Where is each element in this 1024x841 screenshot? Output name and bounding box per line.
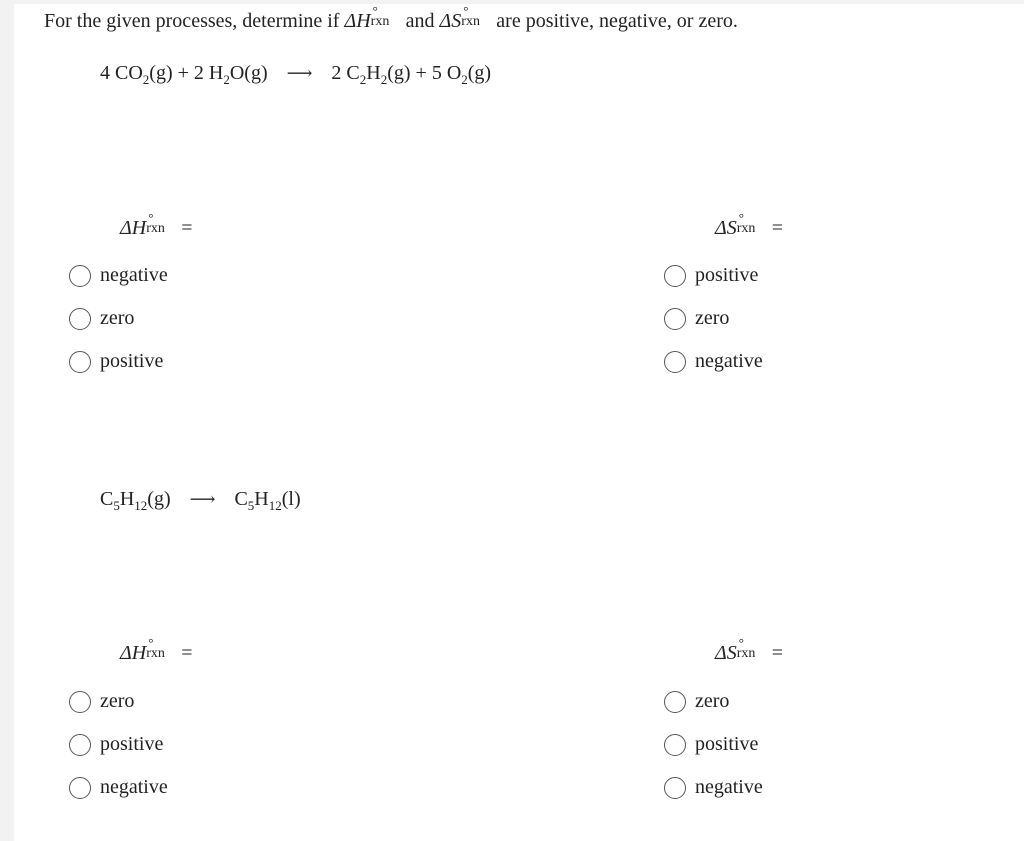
radio-button[interactable]: [69, 777, 91, 799]
radio-button[interactable]: [664, 734, 686, 756]
reaction-arrow-icon: ⟶: [286, 63, 313, 83]
prompt-degree-s: °: [463, 3, 469, 18]
p2-dh-equals: =: [181, 642, 193, 664]
p2-dh-symbol: ΔH: [120, 642, 147, 664]
p2-reactant-state: (g): [147, 488, 171, 510]
option-label: negative: [100, 776, 168, 798]
radio-button[interactable]: [664, 265, 686, 287]
p1-ds-option-negative[interactable]: [664, 350, 763, 373]
radio-button[interactable]: [664, 777, 686, 799]
radio-button[interactable]: [664, 691, 686, 713]
p2-dh-rxn: rxn: [146, 646, 165, 661]
p1-dh-option-negative[interactable]: [69, 264, 168, 287]
radio-button[interactable]: [69, 734, 91, 756]
option-label: zero: [100, 307, 135, 329]
prompt-delta-h: ΔH: [344, 10, 371, 32]
option-label: positive: [695, 264, 759, 286]
prompt-rxn-h: rxn: [370, 14, 390, 29]
p1-dh-equals: =: [181, 217, 193, 239]
prompt-rxn-s: rxn: [461, 14, 480, 29]
option-label: negative: [695, 776, 763, 798]
option-label: zero: [695, 307, 730, 329]
p1-reactant2-sub: 2: [223, 72, 230, 87]
option-label: positive: [695, 733, 759, 755]
p1-ds-rxn: rxn: [736, 221, 756, 236]
p1-reactant1: 4 CO: [100, 62, 143, 84]
p2-ds-rxn: rxn: [736, 646, 756, 661]
option-label: negative: [695, 350, 763, 372]
p1-product2-sub: 2: [461, 72, 468, 87]
p1-ds-degree: °: [738, 210, 744, 225]
p1-ds-option-zero[interactable]: [664, 307, 729, 330]
p2-reactant-sub1: 5: [113, 498, 120, 513]
p1-dh-degree: °: [148, 210, 154, 225]
p2-ds-option-positive[interactable]: [664, 733, 758, 756]
p2-dh-option-positive[interactable]: [69, 733, 163, 756]
p2-reactant-sub2: 12: [134, 498, 148, 513]
p2-delta-s-label: [715, 635, 784, 665]
p1-dh-rxn: rxn: [146, 221, 165, 236]
p2-reactant-mid: H: [119, 488, 135, 510]
prompt-tail: are positive, negative, or zero.: [496, 10, 738, 32]
option-label: positive: [100, 350, 164, 372]
p1-reactant2-state: O(g): [229, 62, 268, 84]
radio-button[interactable]: [69, 351, 91, 373]
p2-product-state: (l): [281, 488, 301, 510]
p2-ds-option-negative[interactable]: [664, 776, 763, 799]
p2-ds-degree: °: [738, 635, 744, 650]
p1-product1-sub2: 2: [380, 72, 388, 87]
process2-equation: [100, 488, 301, 514]
p1-product1-state: (g) + 5 O: [387, 62, 462, 84]
question-prompt: [44, 3, 738, 33]
option-label: zero: [100, 690, 135, 712]
p1-ds-option-positive[interactable]: [664, 264, 758, 287]
p2-product-sub2: 12: [268, 498, 282, 513]
radio-button[interactable]: [664, 351, 686, 373]
option-label: negative: [100, 264, 168, 286]
p1-dh-option-zero[interactable]: [69, 307, 134, 330]
p1-reactant1-sub: 2: [142, 72, 150, 87]
radio-button[interactable]: [69, 308, 91, 330]
p1-product1: 2 C: [331, 62, 360, 84]
p2-ds-equals: =: [771, 642, 784, 664]
process1-equation: [100, 62, 491, 88]
p2-product-mid: H: [254, 488, 269, 510]
p1-reactant1-state: (g) + 2 H: [149, 62, 224, 84]
p2-dh-option-negative[interactable]: [69, 776, 168, 799]
option-label: zero: [695, 690, 730, 712]
question-sheet: [14, 4, 1024, 841]
radio-button[interactable]: [69, 265, 91, 287]
prompt-lead: For the given processes, determine if: [44, 10, 340, 32]
p1-delta-s-label: [715, 210, 784, 240]
p1-ds-symbol: ΔS: [715, 217, 737, 239]
p2-reactant: C: [100, 488, 114, 510]
prompt-and: and: [405, 10, 435, 32]
p2-product: C: [234, 488, 248, 510]
p2-dh-option-zero[interactable]: [69, 690, 134, 713]
p1-product1-mid: H: [366, 62, 381, 84]
p1-ds-equals: =: [771, 217, 784, 239]
p2-ds-symbol: ΔS: [715, 642, 737, 664]
reaction-arrow-icon: ⟶: [189, 489, 216, 509]
radio-button[interactable]: [69, 691, 91, 713]
p2-ds-option-zero[interactable]: [664, 690, 729, 713]
p1-dh-symbol: ΔH: [120, 217, 147, 239]
radio-button[interactable]: [664, 308, 686, 330]
prompt-delta-s: ΔS: [439, 10, 462, 32]
p1-product2-state: (g): [467, 62, 492, 84]
p2-product-sub1: 5: [247, 498, 255, 513]
p1-dh-option-positive[interactable]: [69, 350, 163, 373]
prompt-degree-h: °: [372, 3, 378, 18]
p1-product1-sub1: 2: [359, 72, 367, 87]
option-label: positive: [100, 733, 164, 755]
p2-dh-degree: °: [148, 635, 154, 650]
p2-delta-h-label: [120, 635, 193, 665]
p1-delta-h-label: [120, 210, 193, 240]
